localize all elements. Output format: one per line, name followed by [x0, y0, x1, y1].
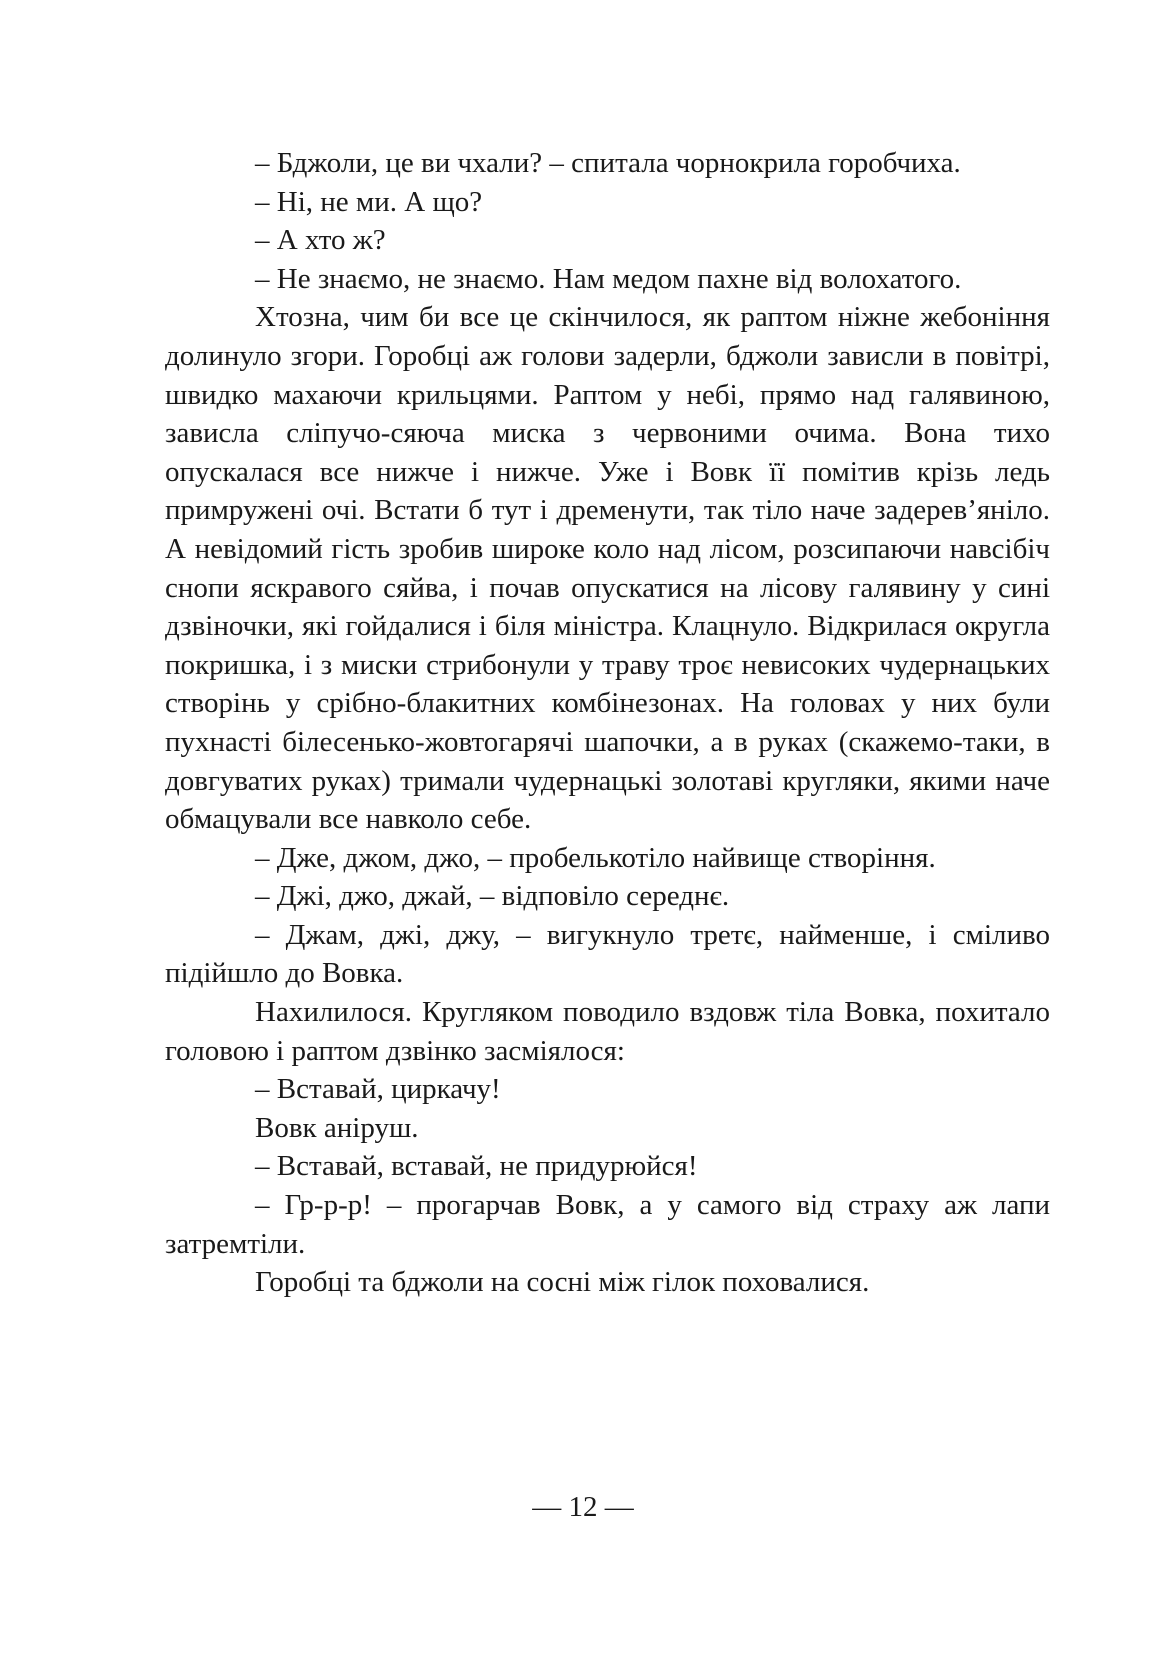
paragraph-14: Горобці та бджоли на сосні між гілок поховалися.	[255, 1266, 870, 1299]
paragraph-10: – Вставай, циркачу!	[255, 1073, 501, 1106]
paragraph-11: Вовк аніруш.	[255, 1111, 419, 1144]
paragraph-3: – А хто ж?	[255, 224, 386, 257]
paragraph-12: – Вставай, вставай, не придурюйся!	[255, 1150, 698, 1183]
paragraph-8: – Джам, джі, джу, – вигукнуло третє, найменше, і сміливо підійшло до Вовка.	[165, 918, 1050, 990]
paragraph-1: – Бджоли, це ви чхали? – спитала чорнокрила горобчиха.	[255, 147, 961, 179]
paragraph-2: – Ні, не ми. А що?	[255, 185, 483, 218]
paragraph-4: – Не знаємо, не знаємо. Нам медом пахне від волохатого.	[255, 262, 962, 295]
paragraph-5: Хтозна, чим би все це скінчилося, як раптом ніжне жебоніння долинуло згори. Горобці аж голови задерли, бджоли зависли в повітрі, швидко махаючи крильцями. Раптом у небі, прямо над галявиною, зависла сліпучо-сяюча миска з червоними очима. Вона тихо опускалася все нижче і нижче. Уже і Вовк її помітив крізь ледь примружені очі. Встати б тут і дременути, так тіло наче задерев’яніло. А невідомий гість зробив широке коло над лісом, розсипаючи навсібіч снопи яскравого сяйва, і почав опускатися на лісову галявину у сині дзвіночки, які гойдалися і біля міністра. Клацнуло. Відкрилася округла покришка, і з миски стрибонули у траву троє невисоких чудернацьких створінь у срібно-блакитних комбінезонах. На головах у них були пухнасті білесенько-жовтогарячі шапочки, а в руках (скажемо-таки, в довгуватих руках) тримали чудернацькі золотаві кругляки, якими наче обмацували все навколо себе.	[165, 301, 1050, 836]
paragraph-9: Нахилилося. Кругляком поводило вздовж тіла Вовка, похитало головою і раптом дзвінко засміялося:	[165, 996, 1050, 1067]
paragraph-7: – Джі, джо, джай, – відповіло середнє.	[255, 880, 730, 913]
paragraph-13: – Гр-р-р! – прогарчав Вовк, а у самого від страху аж лапи затремтіли.	[165, 1189, 1050, 1260]
paragraph-6: – Дже, джом, джо, – пробелькотіло найвище створіння.	[255, 841, 936, 874]
body-text	[165, 144, 1050, 1302]
page-number: — 12 —	[532, 1491, 634, 1523]
